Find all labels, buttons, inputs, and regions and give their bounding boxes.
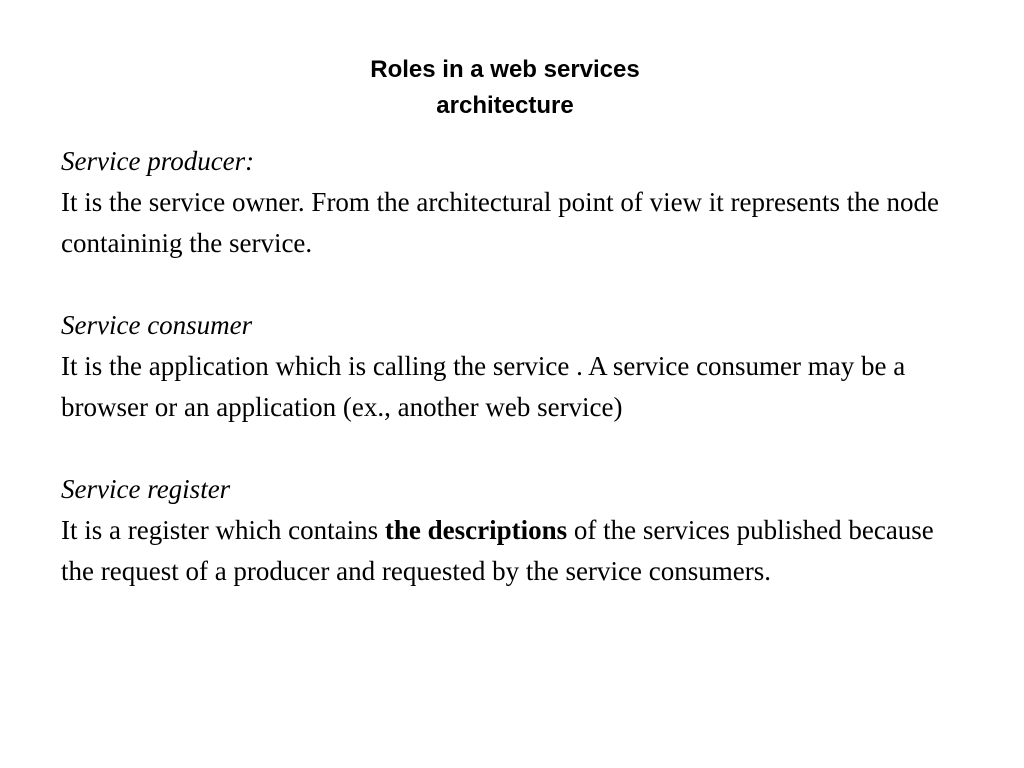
role-service-consumer: [61, 305, 961, 428]
role-heading: Service consumer: [61, 310, 253, 340]
role-description: It is the service owner. From the architectural point of view it represents the node containinig the service.: [61, 187, 939, 258]
slide-title-line-2: architecture: [436, 92, 574, 119]
role-heading: Service producer:: [61, 146, 255, 176]
role-heading: Service register: [61, 474, 231, 504]
role-service-producer: [61, 141, 961, 264]
role-service-register: [61, 469, 961, 592]
role-description-start: It is a register which contains: [61, 515, 385, 545]
role-description: It is the application which is calling the service . A service consumer may be a browser or an application (ex., another web service): [61, 351, 906, 422]
role-description: [61, 510, 961, 592]
slide-title: [0, 52, 1010, 124]
role-description-end: of the services published because the request of a producer and requested by the service consumers.: [61, 515, 934, 586]
slide-title-line-1: Roles in a web services: [370, 56, 640, 83]
slide-body: [61, 141, 961, 592]
role-description-emphasis: the descriptions: [384, 515, 568, 545]
